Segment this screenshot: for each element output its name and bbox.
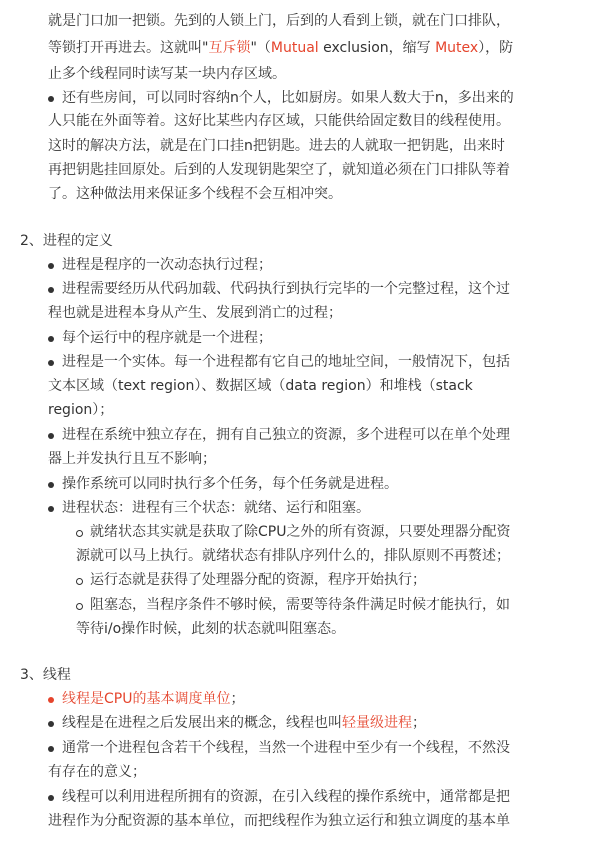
list-item: 进程在系统中独立存在，拥有自己独立的资源，多个进程可以在单个处理 xyxy=(62,427,510,443)
paragraph-line xyxy=(48,38,513,58)
text-span: exclusion，缩写 xyxy=(318,40,436,56)
bullet-dot xyxy=(48,746,54,752)
sub-bullet-circle xyxy=(76,578,83,585)
sub-bullet-circle xyxy=(76,603,83,610)
bullet-dot xyxy=(48,795,54,801)
list-item: 进程是一个实体。每一个进程都有它自己的地址空间，一般情况下，包括 xyxy=(62,354,510,370)
bullet-line: 了。这种做法用来保证多个线程不会互相冲突。 xyxy=(48,186,342,202)
list-item: 操作系统可以同时执行多个任务，每个任务就是进程。 xyxy=(62,476,398,492)
list-item: 程也就是进程本身从产生、发展到消亡的过程； xyxy=(48,305,342,321)
list-item: 进程作为分配资源的基本单位，而把线程作为独立运行和独立调度的基本单 xyxy=(48,813,510,829)
sub-list-item: 运行态就是获得了处理器分配的资源，程序开始执行； xyxy=(90,572,426,588)
bullet-dot xyxy=(48,697,54,703)
bullet-dot xyxy=(48,287,54,293)
list-item xyxy=(62,713,426,733)
sub-bullet-circle xyxy=(76,530,83,537)
list-item: region）； xyxy=(48,402,114,418)
text-span: 等锁打开再进去。这就叫" xyxy=(48,40,209,56)
sub-list-item: 就绪状态其实就是获取了除CPU之外的所有资源，只要处理器分配资 xyxy=(90,524,511,540)
highlight-thread-definition: 线程是CPU的基本调度单位 xyxy=(62,691,231,707)
section-heading: 3、线程 xyxy=(20,667,71,683)
list-item: 进程状态：进程有三个状态：就绪、运行和阻塞。 xyxy=(62,500,370,516)
text-span: 线程是在进程之后发展出来的概念，线程也叫 xyxy=(62,715,342,731)
bullet-dot xyxy=(48,433,54,439)
bullet-dot xyxy=(48,360,54,366)
bullet-line: 人只能在外面等着。这好比某些内存区域，只能供给固定数目的线程使用。 xyxy=(48,113,510,129)
section-heading: 2、进程的定义 xyxy=(20,233,113,249)
bullet-line: 再把钥匙挂回原处。后到的人发现钥匙架空了，就知道必须在门口排队等着 xyxy=(48,162,510,178)
list-item xyxy=(62,689,244,709)
list-item: 进程是程序的一次动态执行过程； xyxy=(62,257,272,273)
sub-list-item: 源就可以马上执行。就绪状态有排队序列什么的，排队原则不再赘述； xyxy=(76,548,510,564)
text-span: "（ xyxy=(250,40,271,56)
bullet-line: 这时的解决方法，就是在门口挂n把钥匙。进去的人就取一把钥匙，出来时 xyxy=(48,138,505,154)
list-item: 每个运行中的程序就是一个进程； xyxy=(62,330,272,346)
bullet-dot xyxy=(48,336,54,342)
sub-list-item: 等待i/o操作时候，此刻的状态就叫阻塞态。 xyxy=(76,621,346,637)
bullet-dot xyxy=(48,482,54,488)
paragraph-line: 止多个线程同时读写某一块内存区域。 xyxy=(48,66,286,82)
text-span: ； xyxy=(412,715,426,731)
list-item: 进程需要经历从代码加载、代码执行到执行完毕的一个完整过程，这个过 xyxy=(62,281,510,297)
bullet-dot xyxy=(48,263,54,269)
paragraph-line: 就是门口加一把锁。先到的人锁上门，后到的人看到上锁，就在门口排队， xyxy=(48,13,510,29)
bullet-dot xyxy=(48,96,54,102)
list-item: 文本区域（text region）、数据区域（data region）和堆栈（stack xyxy=(48,378,473,394)
text-span: ），防 xyxy=(478,40,514,56)
highlight-mutex: Mutex xyxy=(435,40,479,56)
list-item: 通常一个进程包含若干个线程，当然一个进程中至少有一个线程，不然没 xyxy=(62,740,510,756)
bullet-dot xyxy=(48,721,54,727)
bullet-dot xyxy=(48,506,54,512)
text-span: ； xyxy=(230,691,245,707)
list-item: 线程可以利用进程所拥有的资源，在引入线程的操作系统中，通常都是把 xyxy=(62,789,510,805)
bullet-line: 还有些房间，可以同时容纳n个人，比如厨房。如果人数大于n，多出来的 xyxy=(62,90,514,106)
highlight-mutual: Mutual xyxy=(270,40,319,56)
highlight-lightweight-process: 轻量级进程 xyxy=(342,715,412,731)
highlight-mutex-term: 互斥锁 xyxy=(208,40,251,56)
sub-list-item: 阻塞态，当程序条件不够时候，需要等待条件满足时候才能执行，如 xyxy=(90,597,510,613)
list-item: 器上并发执行且互不影响； xyxy=(48,451,216,467)
list-item: 有存在的意义； xyxy=(48,764,146,780)
